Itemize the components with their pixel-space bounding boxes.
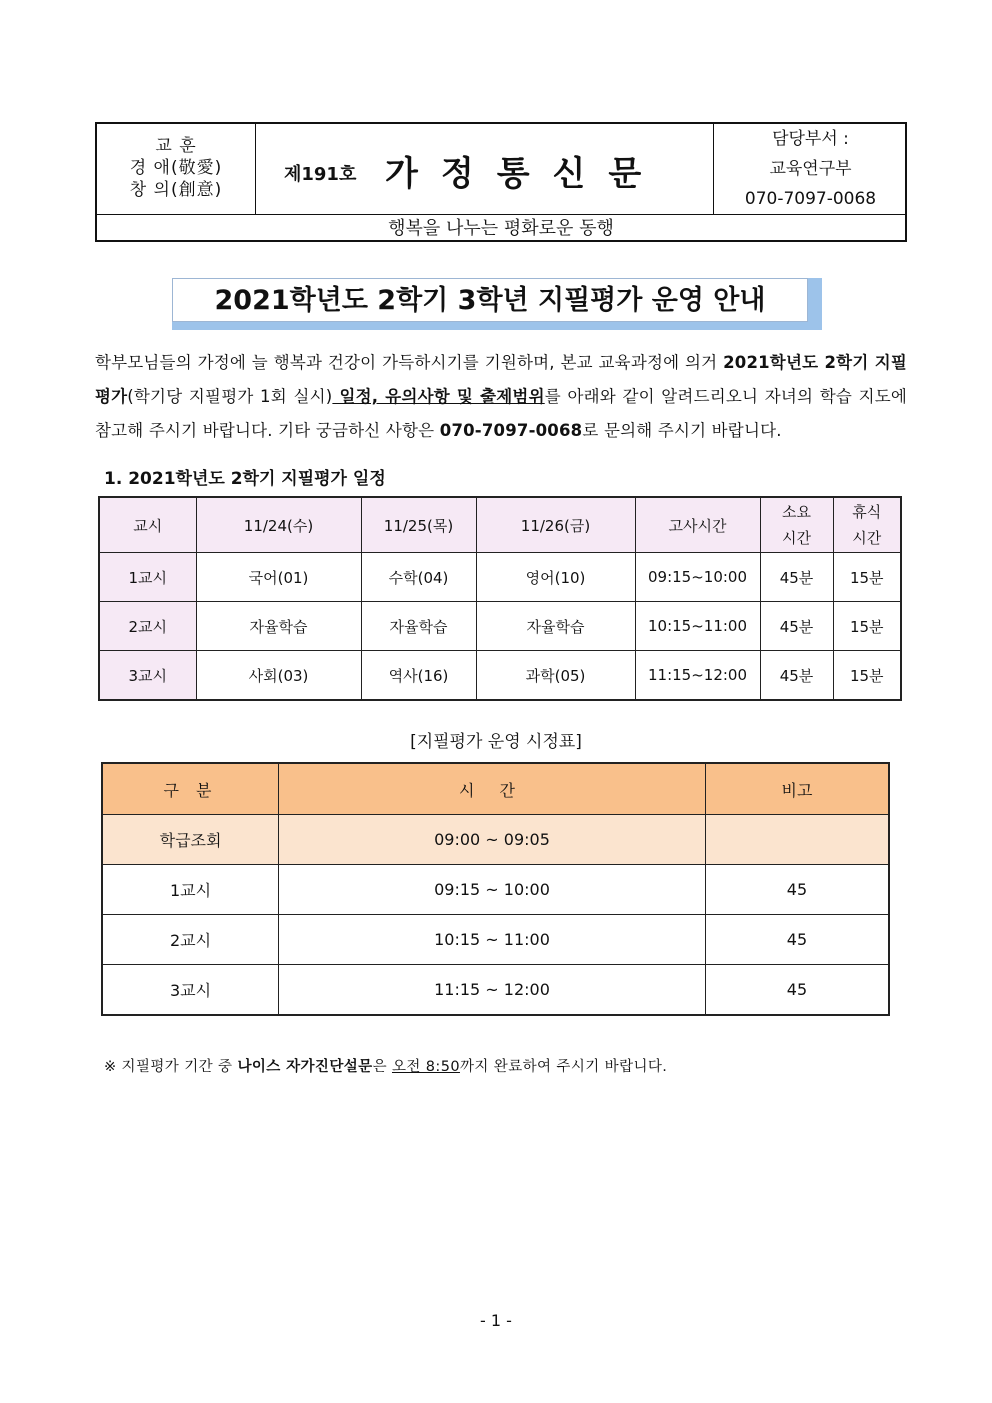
- main-title-shadow: [172, 278, 822, 330]
- header-cell: 11/25(목): [361, 497, 476, 553]
- table-cell: 과학(05): [476, 651, 635, 701]
- table-cell: 국어(01): [196, 553, 361, 602]
- header-cell: 고사시간: [635, 497, 760, 553]
- dept-name: 교육연구부: [769, 159, 852, 179]
- note-bold: 나이스 자가진단설문: [237, 1059, 373, 1075]
- table-cell: 45분: [760, 651, 833, 701]
- table-row: [99, 553, 901, 602]
- table-cell: 11:15 ~ 12:00: [279, 965, 706, 1016]
- intro-text-3: 를 아래와 같이 알려드리오니 자녀의 학습 지도에 참고해 주시기 바랍니다. 기타 궁금하신 사항은: [95, 387, 907, 440]
- newsletter-header: [95, 122, 907, 242]
- note-underline: 오전 8:50: [391, 1059, 460, 1075]
- header-title-cell: [257, 124, 714, 214]
- table-cell: 학급조회: [102, 815, 279, 865]
- table-row: [99, 651, 901, 701]
- table-cell: 수학(04): [361, 553, 476, 602]
- newsletter-title: 가정통신문: [385, 154, 665, 194]
- note-text: 은: [372, 1059, 392, 1075]
- dept-phone: 070-7097-0068: [744, 189, 877, 209]
- timetable-caption: [지필평가 운영 시정표]: [410, 732, 582, 752]
- page-number: - 1 -: [480, 1311, 512, 1330]
- section1-title: 1. 2021학년도 2학기 지필평가 일정: [104, 469, 386, 489]
- table-cell: 자율학습: [476, 602, 635, 651]
- note: [104, 1055, 667, 1076]
- intro-text-4: 로 문의해 주시기 바랍니다.: [582, 421, 782, 440]
- table-row: [99, 602, 901, 651]
- period-cell: 3교시: [99, 651, 196, 701]
- operation-timetable: [101, 762, 890, 1016]
- table-row: [102, 915, 889, 965]
- intro-text-2: (학기당 지필평가 1회 실시): [127, 387, 333, 406]
- table-cell: [705, 815, 889, 865]
- table-cell: 10:15 ~ 11:00: [279, 915, 706, 965]
- table-cell: 15분: [833, 553, 901, 602]
- table-cell: 2교시: [102, 915, 279, 965]
- table-cell: 1교시: [102, 865, 279, 915]
- slogan: 행복을 나누는 평화로운 동행: [388, 218, 614, 239]
- table-cell: 45분: [760, 602, 833, 651]
- table-cell: 역사(16): [361, 651, 476, 701]
- table-cell: 10:15~11:00: [635, 602, 760, 651]
- intro-paragraph: [95, 346, 907, 448]
- department-info: [714, 124, 907, 214]
- table-cell: 09:15~10:00: [635, 553, 760, 602]
- header-cell: 11/24(수): [196, 497, 361, 553]
- table-cell: 09:00 ~ 09:05: [279, 815, 706, 865]
- header-cell: 구 분: [102, 763, 279, 815]
- motto-label: 교 훈: [155, 136, 197, 156]
- table-cell: 사회(03): [196, 651, 361, 701]
- table-cell: 자율학습: [361, 602, 476, 651]
- table-row: [102, 865, 889, 915]
- exam-schedule-table: [98, 496, 902, 701]
- note-text: ※ 지필평가 기간 중: [104, 1059, 238, 1075]
- table-cell: 45분: [760, 553, 833, 602]
- table-cell: 자율학습: [196, 602, 361, 651]
- table-cell: 09:15 ~ 10:00: [279, 865, 706, 915]
- table-row: [102, 965, 889, 1016]
- intro-bold-1: 2021학년도 2학기 지필평가: [95, 353, 908, 406]
- table-header-row: [99, 497, 901, 553]
- header-cell: 휴식 시간: [833, 497, 901, 553]
- table-row: [102, 815, 889, 865]
- school-motto: [97, 124, 256, 214]
- header-cell: 교시: [99, 497, 196, 553]
- dept-label: 담당부서 :: [772, 129, 849, 149]
- header-cell: 시 간: [279, 763, 706, 815]
- note-text: 까지 완료하여 주시기 바랍니다.: [459, 1059, 668, 1075]
- table-cell: 11:15~12:00: [635, 651, 760, 701]
- motto-line2: 창 의(創意): [129, 180, 223, 200]
- intro-text-1: 학부모님들의 가정에 늘 행복과 건강이 가득하시기를 기원하며, 본교 교육과정에 의거: [95, 353, 724, 372]
- period-cell: 2교시: [99, 602, 196, 651]
- table-cell: 45: [705, 865, 889, 915]
- issue-number: 제191호: [284, 164, 357, 185]
- table-cell: 15분: [833, 651, 901, 701]
- table-cell: 45: [705, 965, 889, 1016]
- table-cell: 45: [705, 915, 889, 965]
- intro-underline: 일정, 유의사항 및 출제범위: [332, 387, 545, 406]
- header-cell: 11/26(금): [476, 497, 635, 553]
- header-top-row: [97, 124, 905, 215]
- header-cell: 비고: [705, 763, 889, 815]
- table-cell: 3교시: [102, 965, 279, 1016]
- table-cell: 영어(10): [476, 553, 635, 602]
- timetable-header-row: [102, 763, 889, 815]
- intro-bold-phone: 070-7097-0068: [439, 421, 583, 440]
- main-title: 2021학년도 2학기 3학년 지필평가 운영 안내: [172, 278, 808, 322]
- table-cell: 15분: [833, 602, 901, 651]
- motto-line1: 경 애(敬愛): [129, 158, 223, 178]
- period-cell: 1교시: [99, 553, 196, 602]
- header-cell: 소요 시간: [760, 497, 833, 553]
